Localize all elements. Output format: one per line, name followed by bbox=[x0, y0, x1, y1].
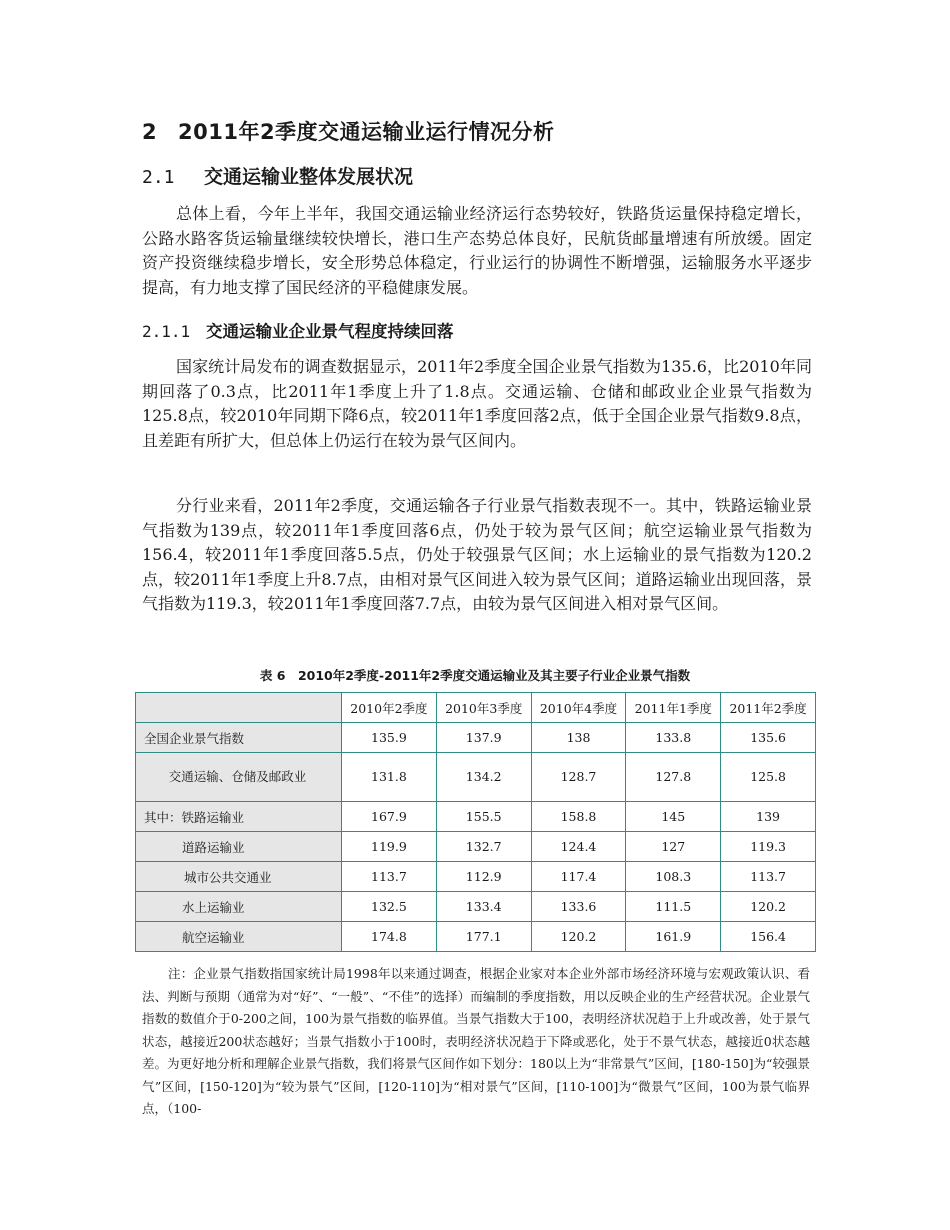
subsection-number: 2.1 bbox=[142, 167, 175, 188]
table-cell: 111.5 bbox=[626, 892, 721, 922]
table-header-row bbox=[136, 693, 816, 723]
table-cell: 174.8 bbox=[342, 922, 437, 952]
table-corner-cell bbox=[136, 693, 342, 723]
table-row bbox=[136, 753, 816, 802]
table-cell: 120.2 bbox=[721, 892, 816, 922]
table-cell: 167.9 bbox=[342, 802, 437, 832]
row-label: 城市公共交通业 bbox=[136, 862, 342, 892]
table-cell: 133.8 bbox=[626, 723, 721, 753]
subsection-title: 交通运输业整体发展状况 bbox=[204, 166, 414, 188]
table-row bbox=[136, 802, 816, 832]
table-cell: 134.2 bbox=[436, 753, 531, 802]
column-header: 2011年2季度 bbox=[721, 693, 816, 723]
table-cell: 127 bbox=[626, 832, 721, 862]
table-cell: 113.7 bbox=[342, 862, 437, 892]
table-cell: 133.4 bbox=[436, 892, 531, 922]
table-cell: 127.8 bbox=[626, 753, 721, 802]
table-cell: 120.2 bbox=[531, 922, 626, 952]
subsection-heading bbox=[142, 162, 413, 189]
row-label: 其中：铁路运输业 bbox=[136, 802, 342, 832]
table-row bbox=[136, 922, 816, 952]
table-cell: 113.7 bbox=[721, 862, 816, 892]
table-cell: 131.8 bbox=[342, 753, 437, 802]
column-header: 2011年1季度 bbox=[626, 693, 721, 723]
subsubsection-number: 2.1.1 bbox=[142, 322, 191, 341]
row-label: 水上运输业 bbox=[136, 892, 342, 922]
table-caption: 表 6 2010年2季度-2011年2季度交通运输业及其主要子行业企业景气指数 bbox=[259, 668, 691, 683]
table-footnote: 注：企业景气指数指国家统计局1998年以来通过调查，根据企业家对本企业外部市场经济环境与宏观政策认识、看法、判断与预期（通常为对“好”、“一般”、“不佳”的选择）而编制的季度指数，用以反映企业的生产经营状况。企业景气指数的数值介于0-200之间，100为景气指数的临界值。当景气指数大于100，表明经济状况趋于上升或改善，处于景气状态，越接近200状态越好；当景气指数小于100时，表明经济状况趋于下降或恶化，处于不景气状态，越接近0状态越差。为更好地分析和理解企业景气指数，我们将景气区间作如下划分：180以上为“非常景气”区间，[180-150]为“较强景气”区间，[150-120]为“较为景气”区间，[120-110]为“相对景气”区间，[110-100]为“微景气”区间，100为景气临界点，（100- bbox=[142, 966, 810, 1116]
section-number: 2 bbox=[142, 120, 158, 144]
table-cell: 117.4 bbox=[531, 862, 626, 892]
table-cell: 139 bbox=[721, 802, 816, 832]
table-cell: 119.3 bbox=[721, 832, 816, 862]
table-row bbox=[136, 723, 816, 753]
subsubsection-heading bbox=[142, 318, 454, 342]
section-title: 2011年2季度交通运输业运行情况分析 bbox=[178, 120, 555, 144]
table-row bbox=[136, 832, 816, 862]
column-header: 2010年3季度 bbox=[436, 693, 531, 723]
table-cell: 124.4 bbox=[531, 832, 626, 862]
table-row bbox=[136, 862, 816, 892]
table-cell: 135.6 bbox=[721, 723, 816, 753]
table-cell: 145 bbox=[626, 802, 721, 832]
table-cell: 119.9 bbox=[342, 832, 437, 862]
row-label: 全国企业景气指数 bbox=[136, 723, 342, 753]
row-label: 交通运输、仓储及邮政业 bbox=[136, 753, 342, 802]
table-cell: 137.9 bbox=[436, 723, 531, 753]
table-cell: 156.4 bbox=[721, 922, 816, 952]
table-cell: 133.6 bbox=[531, 892, 626, 922]
table-cell: 132.5 bbox=[342, 892, 437, 922]
paragraph-subsectors: 分行业来看，2011年2季度，交通运输各子行业景气指数表现不一。其中，铁路运输业景气指数为139点，较2011年1季度回落6点，仍处于较为景气区间；航空运输业景气指数为156.4，较2011年1季度回落5.5点，仍处于较强景气区间；水上运输业的景气指数为120.2点，较2011年1季度上升8.7点，由相对景气区间进入较为景气区间；道路运输业出现回落，景气指数为119.3，较2011年1季度回落7.7点，由较为景气区间进入相对景气区间。 bbox=[142, 496, 812, 613]
paragraph-survey-data: 国家统计局发布的调查数据显示，2011年2季度全国企业景气指数为135.6，比2010年同期回落了0.3点，比2011年1季度上升了1.8点。交通运输、仓储和邮政业企业景气指数为125.8点，较2010年同期下降6点，较2011年1季度回落2点，低于全国企业景气指数9.8点，且差距有所扩大，但总体上仍运行在较为景气区间内。 bbox=[142, 357, 812, 450]
subsubsection-title: 交通运输业企业景气程度持续回落 bbox=[206, 322, 454, 341]
table-cell: 177.1 bbox=[436, 922, 531, 952]
table-cell: 138 bbox=[531, 723, 626, 753]
row-label: 道路运输业 bbox=[136, 832, 342, 862]
table-cell: 112.9 bbox=[436, 862, 531, 892]
table-cell: 132.7 bbox=[436, 832, 531, 862]
column-header: 2010年2季度 bbox=[342, 693, 437, 723]
table-cell: 135.9 bbox=[342, 723, 437, 753]
prosperity-index-table bbox=[135, 692, 816, 952]
table-cell: 108.3 bbox=[626, 862, 721, 892]
table-cell: 158.8 bbox=[531, 802, 626, 832]
table-cell: 125.8 bbox=[721, 753, 816, 802]
column-header: 2010年4季度 bbox=[531, 693, 626, 723]
section-heading bbox=[142, 116, 555, 146]
paragraph-overview: 总体上看，今年上半年，我国交通运输业经济运行态势较好，铁路货运量保持稳定增长，公路水路客货运输量继续较快增长，港口生产态势总体良好，民航货邮量增速有所放缓。固定资产投资继续稳步增长，安全形势总体稳定，行业运行的协调性不断增强，运输服务水平逐步提高，有力地支撑了国民经济的平稳健康发展。 bbox=[142, 204, 812, 297]
table-cell: 128.7 bbox=[531, 753, 626, 802]
table-row bbox=[136, 892, 816, 922]
row-label: 航空运输业 bbox=[136, 922, 342, 952]
table-cell: 155.5 bbox=[436, 802, 531, 832]
table-cell: 161.9 bbox=[626, 922, 721, 952]
